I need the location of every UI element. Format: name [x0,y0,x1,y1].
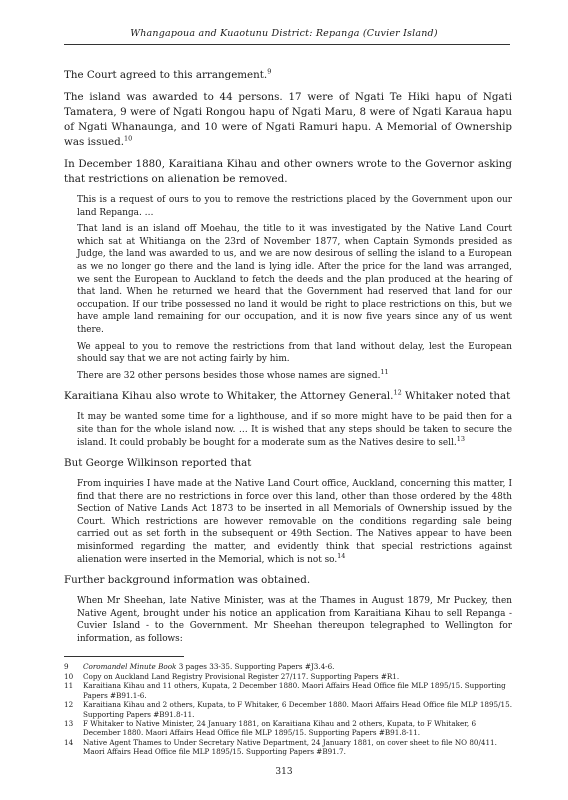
quote-paragraph: It may be wanted some time for a lighthouse, and if so more might have to be paid then for a site than for the whole island now. … It is wished that any steps should be taken to secure the island. It could probably be bought for a moderate sum as the Natives desire to sell.$^{13}$ [77,412,512,448]
block-quote [77,478,512,566]
footnote-ref[interactable]: 13 [456,434,465,443]
quote-paragraph: That land is an island off Moehau, the title to it was investigated by the Native Land Court which sat at Whitianga on the 23rd of November 1877, when Captain Symonds presided as Judge, the land was awarded to us, and we are now desirous of selling the island to a European as we no longer go there and the land is lying idle. After the price for the land was arranged, we sent the European to Auckland to fetch the deeds and the plan produced at the hearing of that land. When he returned we heard that the Government had reserved that land for our occupation. If our tribe possessed no land it would be right to place restrictions on this, but we have ample land remaining for our occupation, and it is now five years since any of us went there. [77,224,512,335]
footnote: 11 Karaitiana Kihau and 11 others, Kupata, 2 December 1880. Maori Affairs Head Office file MLP 1895/15. Supporting Papers #B91.1-6. [64,681,506,700]
running-head: Whangapoua and Kuaotunu District: Repanga (Cuvier Island) [130,28,438,39]
footnote: 9 Coromandel Minute Book 3 pages 33-35. Supporting Papers #J3.4-6. [64,662,335,671]
quote-paragraph: There are 32 other persons besides those whose names are signed.$^{11}$ [77,367,389,381]
block-quote [77,595,512,645]
quote-paragraph: We appeal to you to remove the restrictions from that land without delay, lest the European should say that we are not acting fairly by him. [77,341,512,365]
footnote-ref[interactable]: 10 [123,134,133,143]
footnote-rule [64,656,184,657]
paragraph: In December 1880, Karaitiana Kihau and other owners wrote to the Governor asking that restrictions on alienation be removed. [64,158,512,185]
footnote-source-title: Coromandel Minute Book [83,662,177,671]
footnote: 10 Copy on Auckland Land Registry Provisional Register 27/117. Supporting Papers #R1. [64,671,400,681]
footnote-ref[interactable]: 14 [337,551,346,560]
footnote-number: 10 [64,671,74,681]
footnote-number: 12 [64,700,74,710]
footnote-number: 13 [64,719,74,729]
footnote: 12 Karaitiana Kihau and 2 others, Kupata, to F Whitaker, 6 December 1880. Maori Affairs Head Office file MLP 1895/15. Supporting Papers #B91.8-11. [64,700,512,719]
footnote-number: 14 [64,738,74,748]
footnote-number: 9 [64,662,69,671]
footnotes [64,662,512,757]
block-quote [77,194,512,382]
footnote-ref[interactable]: 9 [267,67,272,76]
paragraph: The island was awarded to 44 persons. 17 were of Ngati Te Hiki hapu of Ngati Tamatera, 9 were of Ngati Rongou hapu of Ngati Maru, 8 were of Ngati Karaua hapu of Ngati Whanaunga, and 10 were of Ngati Ramuri hapu. A Memorial of Ownership was issued.$^{10}$ [64,91,512,148]
quote-paragraph: When Mr Sheehan, late Native Minister, was at the Thames in August 1879, Mr Puckey, then Native Agent, brought under his notice an application from Karaitiana Kihau to sell Repanga - Cuvier Island - to the Government. Mr Sheehan thereupon telegraphed to Wellington for information, as follows: [77,596,512,645]
paragraph: The Court agreed to this arrangement.$^9$ [64,67,272,81]
footnote-ref[interactable]: 11 [380,367,389,376]
paragraph: Further background information was obtained. [64,574,311,587]
paragraph: Karaitiana Kihau also wrote to Whitaker, the Attorney General.$^{12}$ Whitaker noted that [64,388,511,403]
footnote: 13 F Whitaker to Native Minister, 24 January 1881, on Karaitiana Kihau and 2 others, Kupata, to F Whitaker, 6 December 1880. Maori Affairs Head Office file MLP 1895/15. Supporting Papers #B91.8-11. [64,719,477,738]
footnote-number: 11 [64,681,74,691]
footnote-ref[interactable]: 12 [393,388,402,397]
quote-paragraph: This is a request of ours to you to remove the restrictions placed by the Government upon our land Repanga. … [77,195,512,218]
block-quote [77,411,512,449]
page-number: 313 [275,767,293,777]
body-text [64,68,512,653]
paragraph: But George Wilkinson reported that [64,457,252,470]
quote-paragraph: From inquiries I have made at the Native Land Court office, Auckland, concerning this matter, I find that there are no restrictions in force over this land, other than those ordered by the 48th Section of Native Lands Act 1873 to be inserted in all Memorials of Ownership issued by the Court. Which restrictions are however removable on the conditions regarding sale being carried out as set forth in the subsequent or 49th Section. The Natives appear to have been misinformed regarding the matter, and evidently think that special restrictions against alienation were inserted in the Memorial, which is not so.$^{14}$ [77,479,512,565]
footnote: 14 Native Agent Thames to Under Secretary Native Department, 24 January 1881, on cover sheet to file NO 80/411. Maori Affairs Head Office file MLP 1895/15. Supporting Papers #B91.7. [64,738,497,757]
header-rule [64,44,510,45]
